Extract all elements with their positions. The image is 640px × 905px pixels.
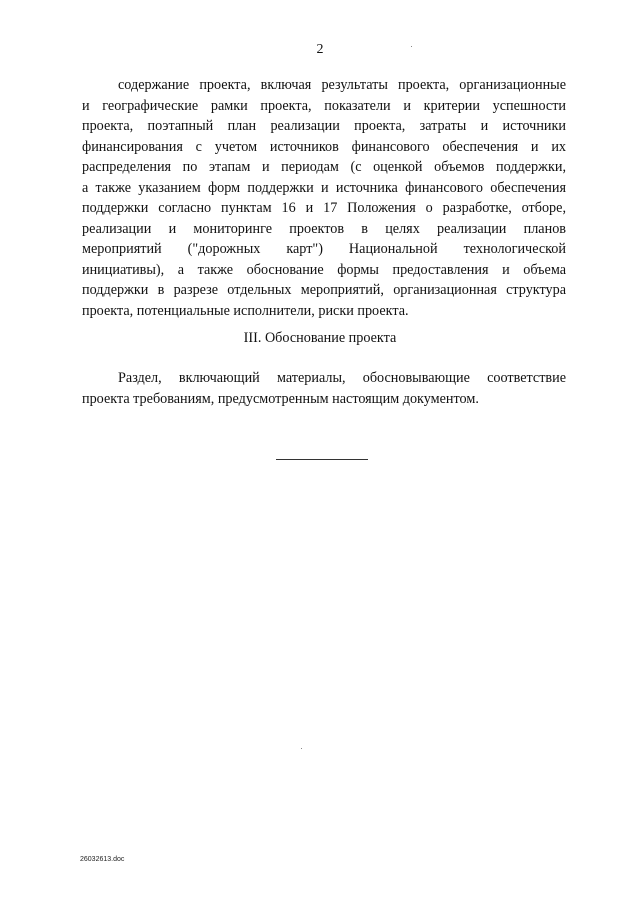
paragraph-line: а также указанием форм поддержки и источника финансового обеспечения — [82, 179, 566, 196]
scan-speck — [411, 46, 412, 47]
scan-speck — [301, 748, 302, 749]
paragraph-line: проекта требованиям, предусмотренным настоящим документом. — [82, 390, 479, 407]
paragraph-project-content — [82, 75, 566, 321]
paragraph-line: реализации и мониторинге проектов в целях реализации планов — [82, 220, 566, 237]
paragraph-line: проекта, поэтапный план реализации проекта, затраты и источники — [82, 118, 566, 134]
paragraph-line: мероприятий ("дорожных карт") Национальной технологической — [82, 241, 566, 257]
paragraph-line: и географические рамки проекта, показатели и критерии успешности — [82, 97, 566, 114]
paragraph-line: поддержки согласно пунктам 16 и 17 Положения о разработке, отборе, — [82, 200, 566, 216]
paragraph-line: Раздел, включающий материалы, обосновывающие соответствие — [118, 370, 566, 386]
footer-file-code: 26032613.doc — [80, 856, 125, 863]
page-number: 2 — [316, 42, 324, 57]
paragraph-section-description — [82, 368, 566, 409]
paragraph-line: поддержки в разрезе отдельных мероприятий, организационная структура — [82, 282, 566, 298]
paragraph-line: проекта, потенциальные исполнители, риски проекта. — [82, 302, 409, 319]
paragraph-line: распределения по этапам и периодам (с оценкой объемов поддержки, — [82, 159, 566, 175]
paragraph-line: инициативы), а также обоснование формы предоставления и объема — [82, 261, 566, 278]
paragraph-line: финансирования с учетом источников финансового обеспечения и их — [82, 138, 566, 155]
end-of-document-rule — [276, 459, 368, 460]
section-heading: III. Обоснование проекта — [243, 330, 397, 346]
paragraph-line: содержание проекта, включая результаты проекта, организационные — [118, 77, 566, 93]
